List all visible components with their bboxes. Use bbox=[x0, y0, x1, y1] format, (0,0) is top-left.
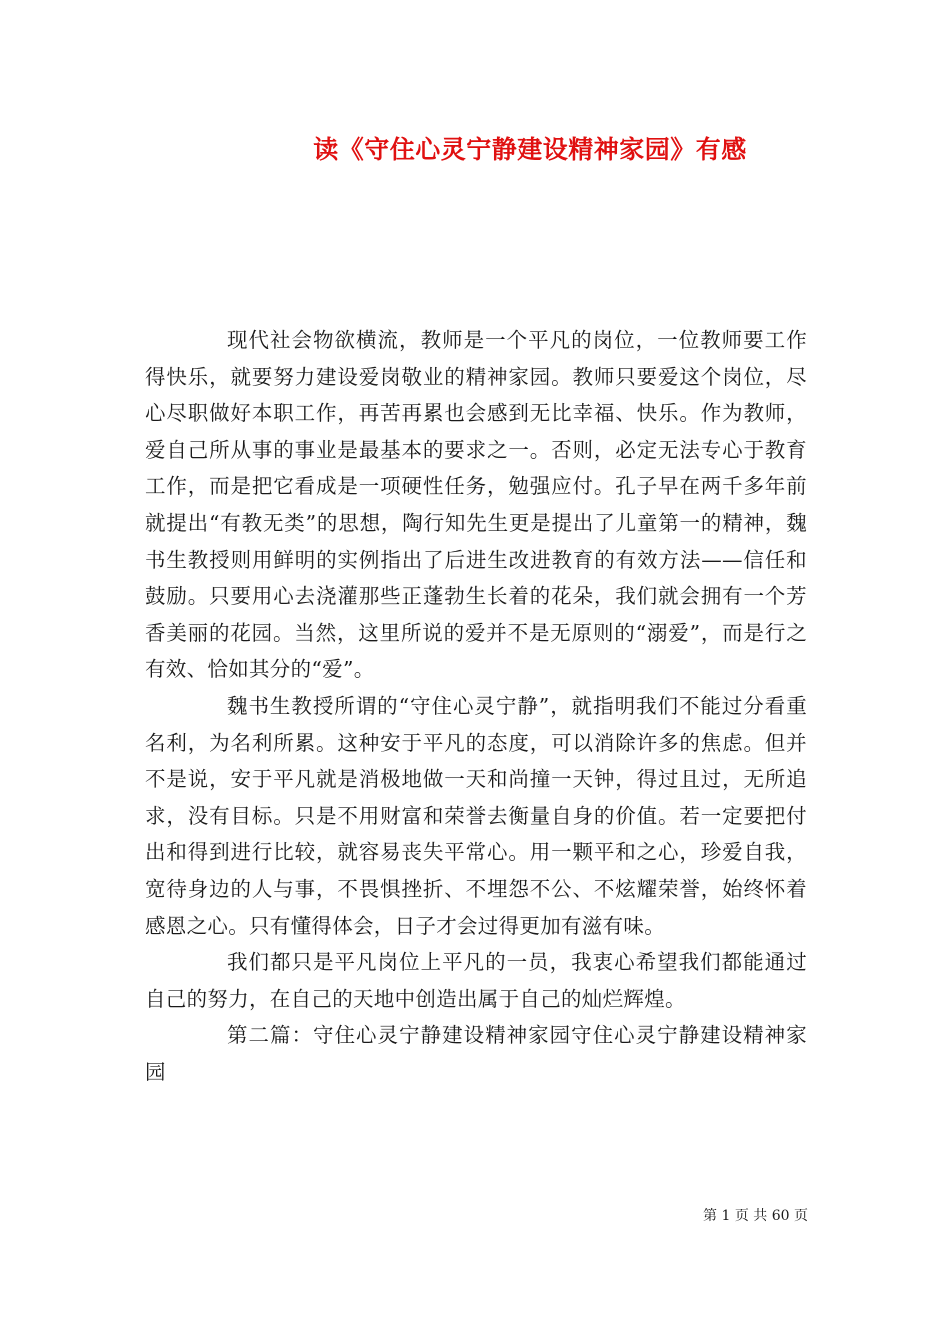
paragraph-4: 第二篇：守住心灵宁静建设精神家园守住心灵宁静建设精神家园 bbox=[145, 1023, 807, 1084]
paragraph-1: 现代社会物欲横流，教师是一个平凡的岗位，一位教师要工作得快乐，就要努力建设爱岗敬业的精神家园。教师只要爱这个岗位，尽心尽职做好本职工作，再苦再累也会感到无比幸福、快乐。作为教师，爱自己所从事的事业是最基本的要求之一。否则，必定无法专心于教育工作，而是把它看成是一项硬性任务，勉强应付。孔子早在两千多年前就提出“有教无类”的思想，陶行知先生更是提出了儿童第一的精神，魏书生教授则用鲜明的实例指出了后进生改进教育的有效方法——信任和鼓励。只要用心去浇灌那些正蓬勃生长着的花朵，我们就会拥有一个芳香美丽的花园。当然，这里所说的爱并不是无原则的“溺爱”，而是行之有效、恰如其分的“爱”。 bbox=[145, 328, 807, 682]
page-number-footer: 第 1 页 共 60 页 bbox=[703, 1208, 808, 1224]
paragraph-3: 我们都只是平凡岗位上平凡的一员，我衷心希望我们都能通过自己的努力，在自己的天地中创造出属于自己的灿烂辉煌。 bbox=[145, 950, 807, 1011]
paragraph-2: 魏书生教授所谓的“守住心灵宁静”，就指明我们不能过分看重名利，为名利所累。这种安于平凡的态度，可以消除许多的焦虑。但并不是说，安于平凡就是消极地做一天和尚撞一天钟，得过且过，无所追求，没有目标。只是不用财富和荣誉去衡量自身的价值。若一定要把付出和得到进行比较，就容易丧失平常心。用一颗平和之心，珍爱自我，宽待身边的人与事，不畏惧挫折、不埋怨不公、不炫耀荣誉，始终怀着感恩之心。只有懂得体会，日子才会过得更加有滋有味。 bbox=[145, 693, 807, 938]
document-title: 读《守住心灵宁静建设精神家园》有感 bbox=[313, 135, 747, 164]
document-body bbox=[145, 322, 807, 1090]
